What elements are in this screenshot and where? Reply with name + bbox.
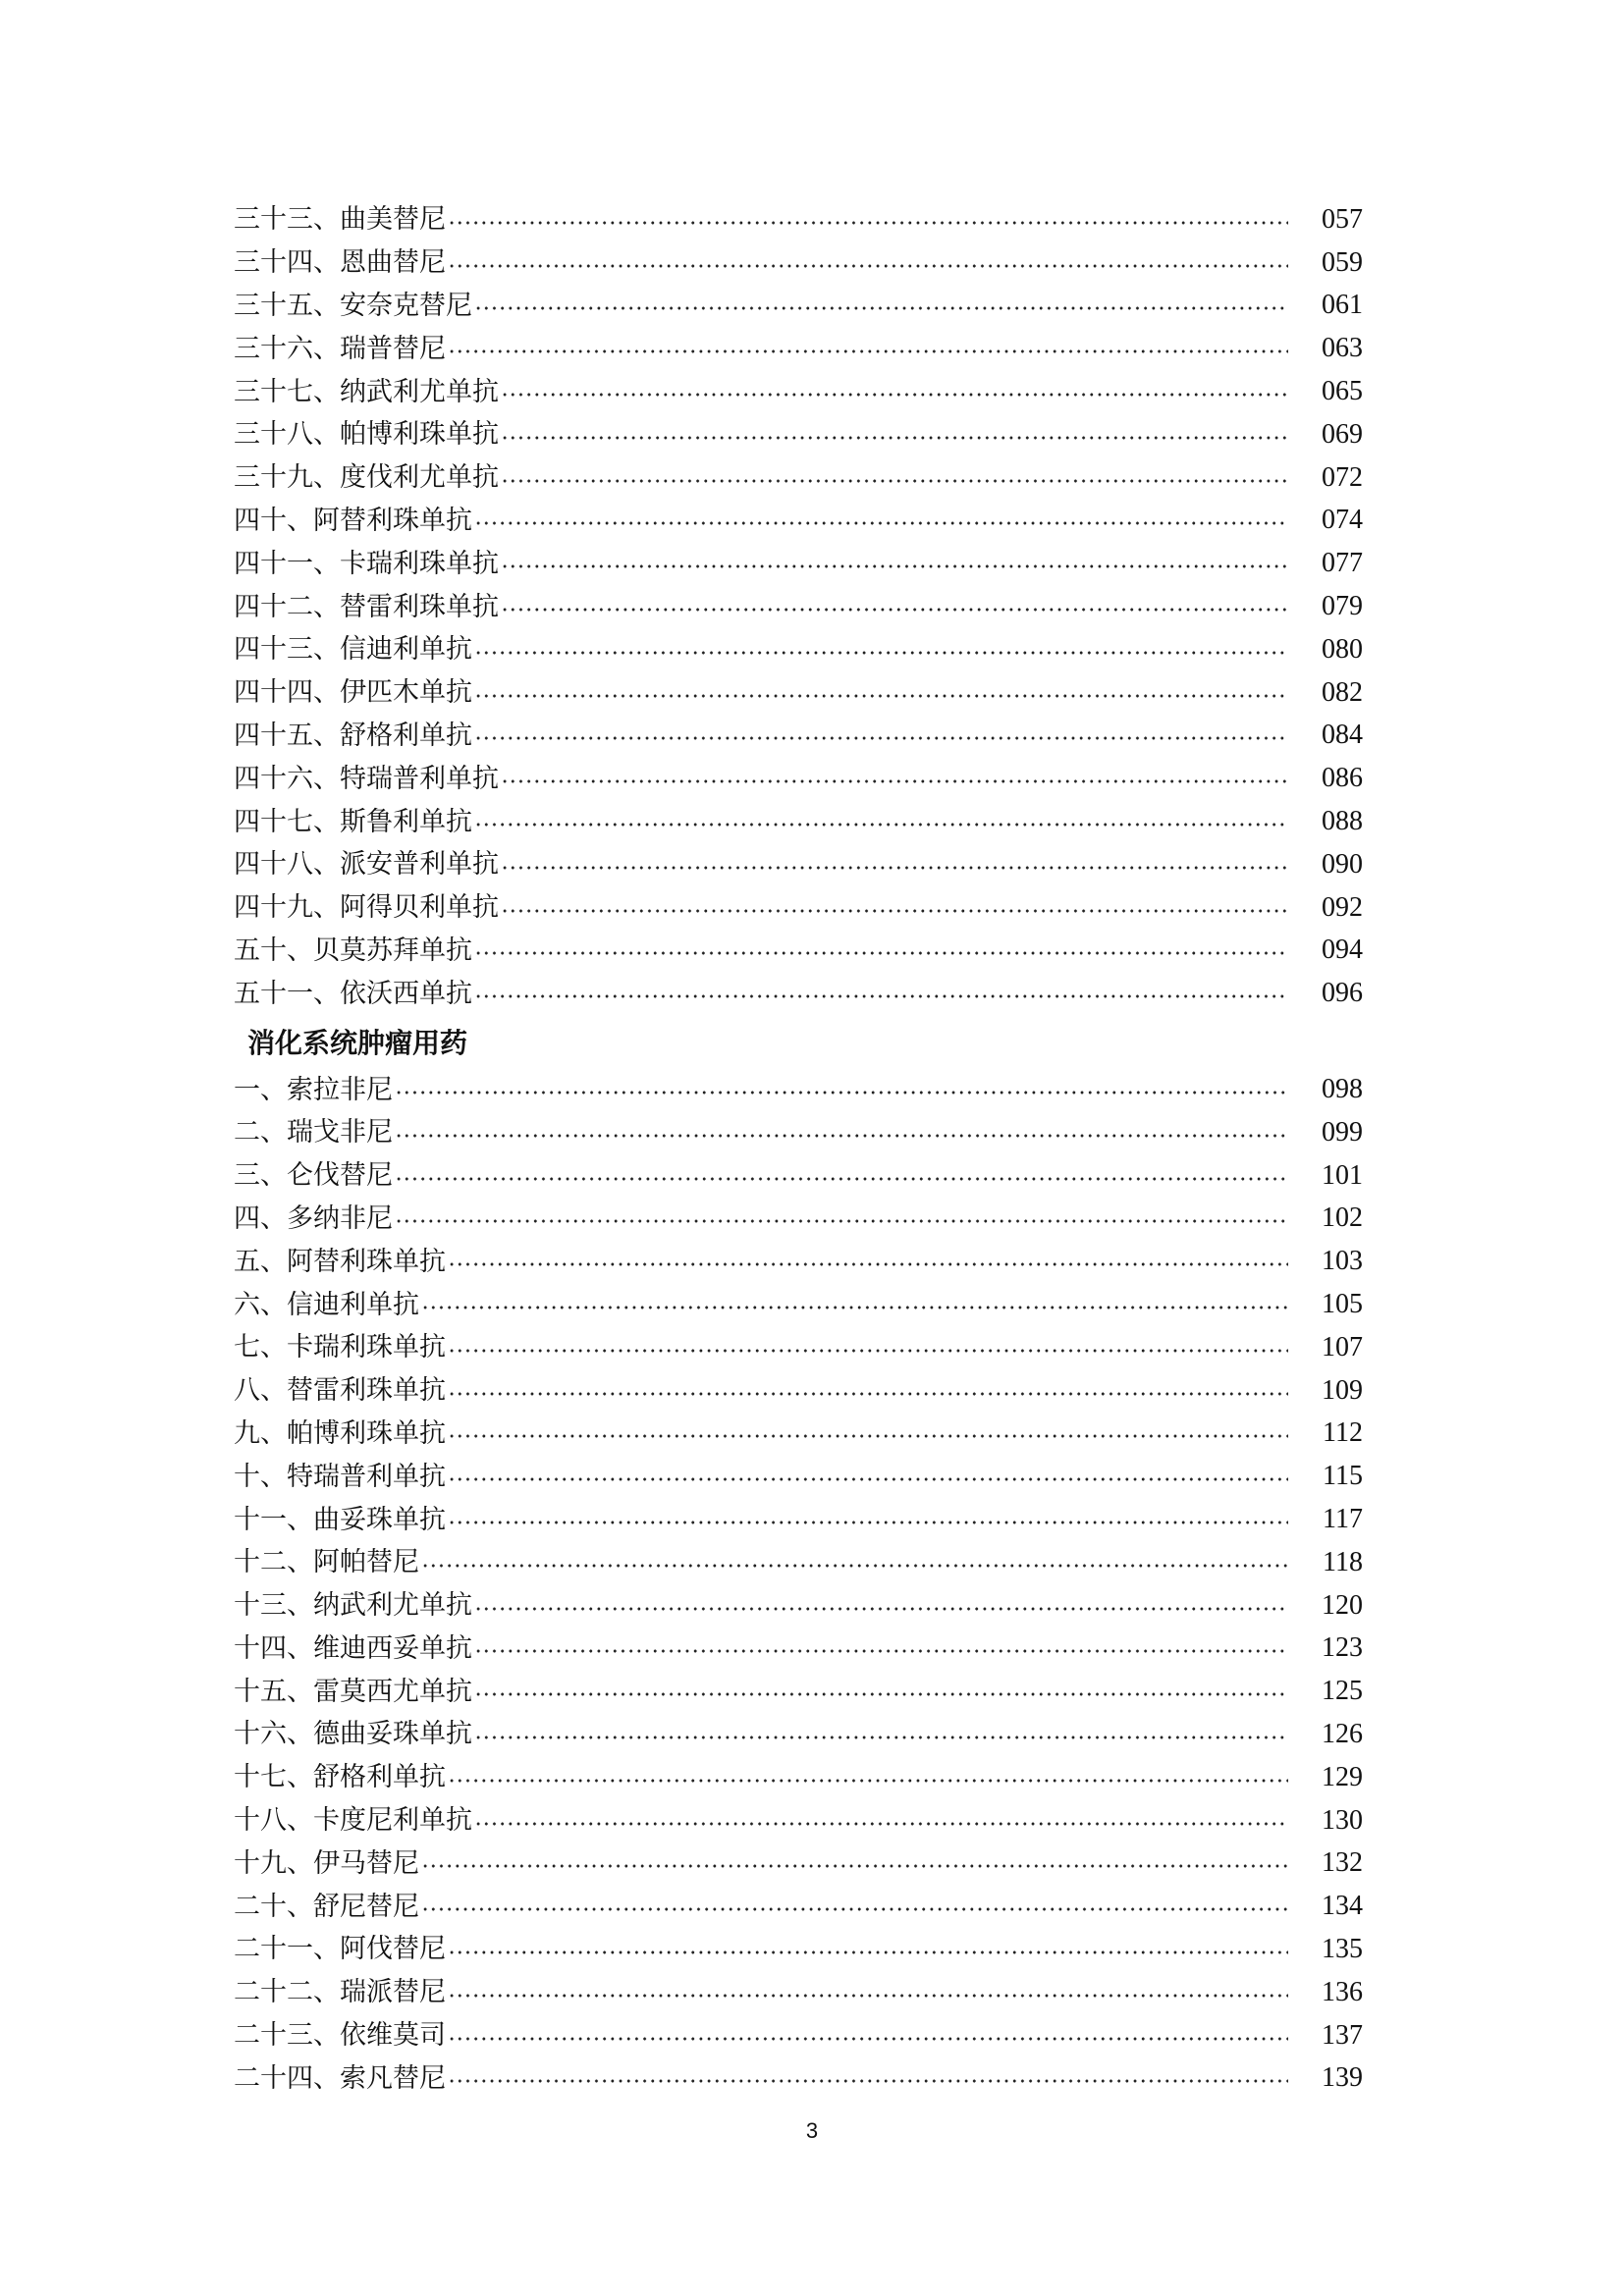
toc-entry-title: 二十二、瑞派替尼 — [234, 1977, 446, 2008]
toc-entry[interactable] — [234, 715, 1363, 758]
toc-entry[interactable] — [234, 1498, 1363, 1541]
toc-entry-title: 五十、贝莫苏拜单抗 — [234, 934, 472, 966]
toc-entry-title: 六、信迪利单抗 — [234, 1289, 419, 1320]
dot-leader — [448, 264, 1288, 268]
dot-leader — [421, 1864, 1288, 1868]
toc-entry-title: 二十一、阿伐替尼 — [234, 1934, 446, 1965]
toc-entry-title: 一、索拉非尼 — [234, 1074, 393, 1105]
toc-entry-title: 三十四、恩曲替尼 — [234, 247, 446, 279]
dot-leader — [395, 1177, 1288, 1181]
toc-entry-page: 125 — [1322, 1676, 1363, 1707]
toc-entry-title: 四十、阿替利珠单抗 — [234, 505, 472, 536]
toc-entry-page: 139 — [1322, 2062, 1363, 2094]
toc-entry-title: 二十、舒尼替尼 — [234, 1891, 419, 1922]
toc-entry-title: 四十二、替雷利珠单抗 — [234, 591, 499, 622]
dot-leader — [474, 994, 1288, 998]
dot-leader — [395, 1134, 1288, 1138]
toc-entry-title: 二、瑞戈非尼 — [234, 1117, 393, 1148]
toc-entry[interactable] — [234, 500, 1363, 543]
toc-entry-title: 十八、卡度尼利单抗 — [234, 1805, 472, 1837]
toc-list-part2 — [234, 1068, 1363, 2100]
toc-entry-title: 十六、德曲妥珠单抗 — [234, 1719, 472, 1750]
toc-entry-page: 136 — [1322, 1976, 1363, 2007]
dot-leader — [448, 1262, 1288, 1266]
toc-entry[interactable] — [234, 198, 1363, 241]
dot-leader — [448, 2079, 1288, 2083]
toc-entry-page: 061 — [1322, 290, 1363, 321]
dot-leader — [474, 694, 1288, 698]
toc-entry-page: 082 — [1322, 676, 1363, 708]
dot-leader — [421, 1564, 1288, 1568]
toc-entry-title: 三十八、帕博利珠单抗 — [234, 419, 499, 451]
toc-entry-page: 130 — [1322, 1804, 1363, 1836]
section-heading: 消化系统肿瘤用药 — [247, 1027, 468, 1060]
toc-entry-title: 二十四、索凡替尼 — [234, 2062, 446, 2094]
dot-leader — [448, 349, 1288, 353]
dot-leader — [501, 564, 1288, 568]
toc-entry-title: 十五、雷莫西尤单抗 — [234, 1676, 472, 1707]
toc-entry[interactable] — [234, 628, 1363, 671]
toc-entry-title: 八、替雷利珠单抗 — [234, 1375, 446, 1407]
dot-leader — [395, 1091, 1288, 1095]
dot-leader — [474, 1692, 1288, 1696]
toc-entry[interactable] — [234, 2056, 1363, 2100]
dot-leader — [448, 2037, 1288, 2041]
toc-entry-title: 四十四、伊匹木单抗 — [234, 677, 472, 709]
toc-entry[interactable] — [234, 1584, 1363, 1628]
toc-entry-page: 080 — [1322, 633, 1363, 665]
toc-entry-page: 077 — [1322, 548, 1363, 579]
toc-entry[interactable] — [234, 1799, 1363, 1842]
dot-leader — [474, 1822, 1288, 1826]
toc-entry-title: 四十一、卡瑞利珠单抗 — [234, 548, 499, 579]
dot-leader — [501, 608, 1288, 612]
toc-entry-page: 065 — [1322, 376, 1363, 407]
toc-entry-title: 三十九、度伐利尤单抗 — [234, 462, 499, 494]
toc-entry-title: 十、特瑞普利单抗 — [234, 1461, 446, 1492]
toc-entry-page: 069 — [1322, 418, 1363, 450]
toc-entry-title: 五、阿替利珠单抗 — [234, 1246, 446, 1277]
toc-entry-title: 九、帕博利珠单抗 — [234, 1417, 446, 1449]
toc-entry-title: 三十七、纳武利尤单抗 — [234, 376, 499, 407]
toc-entry[interactable] — [234, 930, 1363, 973]
toc-entry[interactable] — [234, 1369, 1363, 1413]
toc-entry-title: 十七、舒格利单抗 — [234, 1762, 446, 1793]
dot-leader — [448, 1521, 1288, 1524]
toc-entry-title: 十二、阿帕替尼 — [234, 1547, 419, 1578]
dot-leader — [448, 1434, 1288, 1438]
toc-entry-page: 115 — [1323, 1461, 1363, 1492]
toc-entry-page: 126 — [1322, 1718, 1363, 1749]
toc-entry-title: 四、多纳非尼 — [234, 1202, 393, 1234]
toc-entry-page: 101 — [1322, 1159, 1363, 1191]
toc-entry-page: 107 — [1322, 1331, 1363, 1362]
toc-entry[interactable] — [234, 1068, 1363, 1111]
toc-entry-title: 五十一、依沃西单抗 — [234, 978, 472, 1009]
dot-leader — [501, 436, 1288, 440]
toc-entry-title: 四十八、派安普利单抗 — [234, 849, 499, 881]
toc-entry-page: 096 — [1322, 978, 1363, 1009]
dot-leader — [474, 1607, 1288, 1611]
toc-entry-title: 四十三、信迪利单抗 — [234, 634, 472, 666]
toc-entry-title: 十九、伊马替尼 — [234, 1847, 419, 1879]
toc-entry[interactable] — [234, 413, 1363, 456]
toc-entry[interactable] — [234, 1971, 1363, 2014]
dot-leader — [474, 651, 1288, 655]
toc-entry-page: 099 — [1322, 1116, 1363, 1148]
dot-leader — [474, 951, 1288, 955]
toc-entry-page: 103 — [1322, 1246, 1363, 1277]
toc-entry-page: 092 — [1322, 891, 1363, 923]
page-number: 3 — [805, 2118, 819, 2143]
toc-entry-title: 十三、纳武利尤单抗 — [234, 1590, 472, 1622]
toc-entry[interactable] — [234, 2014, 1363, 2057]
toc-entry[interactable] — [234, 542, 1363, 585]
toc-entry-page: 063 — [1322, 333, 1363, 364]
toc-entry[interactable] — [234, 456, 1363, 500]
toc-entry-title: 十一、曲妥珠单抗 — [234, 1504, 446, 1535]
dot-leader — [501, 866, 1288, 870]
toc-entry-page: 084 — [1322, 720, 1363, 751]
toc-entry[interactable] — [234, 1713, 1363, 1756]
toc-entry[interactable] — [234, 1326, 1363, 1369]
toc-entry[interactable] — [234, 1928, 1363, 1971]
toc-entry-page: 118 — [1323, 1546, 1363, 1577]
toc-entry-page: 109 — [1322, 1374, 1363, 1406]
toc-entry[interactable] — [234, 800, 1363, 843]
toc-entry-title: 三十五、安奈克替尼 — [234, 290, 472, 321]
toc-entry[interactable] — [234, 585, 1363, 628]
dot-leader — [448, 1994, 1288, 1998]
toc-entry-page: 088 — [1322, 806, 1363, 837]
toc-entry[interactable] — [234, 285, 1363, 328]
toc-entry-page: 059 — [1322, 246, 1363, 278]
toc-entry[interactable] — [234, 1541, 1363, 1584]
toc-entry-page: 079 — [1322, 591, 1363, 622]
toc-entry-page: 090 — [1322, 848, 1363, 880]
dot-leader — [474, 306, 1288, 310]
toc-entry[interactable] — [234, 1455, 1363, 1498]
toc-entry-page: 098 — [1322, 1074, 1363, 1105]
dot-leader — [501, 393, 1288, 397]
toc-entry[interactable] — [234, 1240, 1363, 1283]
toc-entry-title: 四十七、斯鲁利单抗 — [234, 806, 472, 837]
toc-entry-page: 117 — [1323, 1504, 1363, 1534]
dot-leader — [448, 1477, 1288, 1481]
toc-entry-title: 三十三、曲美替尼 — [234, 204, 446, 236]
toc-entry[interactable] — [234, 1413, 1363, 1456]
toc-entry[interactable] — [234, 972, 1363, 1015]
dot-leader — [448, 1779, 1288, 1783]
toc-entry[interactable] — [234, 370, 1363, 413]
toc-entry[interactable] — [234, 1111, 1363, 1154]
toc-entry-title: 七、卡瑞利珠单抗 — [234, 1332, 446, 1363]
table-of-contents — [234, 198, 1363, 2100]
dot-leader — [474, 1735, 1288, 1739]
dot-leader — [421, 1907, 1288, 1911]
toc-entry-page: 120 — [1322, 1589, 1363, 1621]
toc-entry-page: 129 — [1322, 1761, 1363, 1792]
dot-leader — [474, 521, 1288, 525]
toc-entry-title: 四十九、阿得贝利单抗 — [234, 892, 499, 924]
toc-entry[interactable] — [234, 1842, 1363, 1885]
toc-entry[interactable] — [234, 1283, 1363, 1326]
dot-leader — [501, 779, 1288, 783]
toc-entry-page: 057 — [1322, 203, 1363, 235]
toc-entry-page: 094 — [1322, 934, 1363, 966]
dot-leader — [395, 1219, 1288, 1223]
toc-entry-page: 134 — [1322, 1891, 1363, 1922]
toc-entry[interactable] — [234, 327, 1363, 370]
dot-leader — [448, 1392, 1288, 1396]
toc-entry-title: 四十六、特瑞普利单抗 — [234, 763, 499, 794]
toc-entry-page: 105 — [1322, 1289, 1363, 1320]
toc-entry-page: 123 — [1322, 1632, 1363, 1664]
toc-entry-page: 135 — [1322, 1933, 1363, 1964]
dot-leader — [448, 1349, 1288, 1353]
toc-entry[interactable] — [234, 1154, 1363, 1198]
toc-entry[interactable] — [234, 757, 1363, 800]
toc-entry[interactable] — [234, 886, 1363, 930]
toc-entry-title: 三、仑伐替尼 — [234, 1160, 393, 1192]
toc-entry-page: 074 — [1322, 505, 1363, 536]
toc-entry[interactable] — [234, 1198, 1363, 1241]
toc-entry-page: 112 — [1323, 1417, 1363, 1449]
dot-leader — [448, 221, 1288, 225]
toc-entry-page: 072 — [1322, 461, 1363, 493]
toc-entry-title: 十四、维迪西妥单抗 — [234, 1632, 472, 1664]
toc-entry[interactable] — [234, 1628, 1363, 1671]
dot-leader — [501, 479, 1288, 483]
dot-leader — [448, 1950, 1288, 1954]
toc-entry-title: 三十六、瑞普替尼 — [234, 333, 446, 364]
toc-entry-page: 132 — [1322, 1847, 1363, 1879]
toc-list-part1 — [234, 198, 1363, 1015]
toc-entry[interactable] — [234, 1670, 1363, 1713]
toc-entry[interactable] — [234, 843, 1363, 886]
toc-entry[interactable] — [234, 1756, 1363, 1799]
toc-entry-title: 四十五、舒格利单抗 — [234, 720, 472, 751]
toc-entry-page: 137 — [1322, 2019, 1363, 2051]
toc-entry[interactable] — [234, 241, 1363, 285]
dot-leader — [474, 1649, 1288, 1653]
dot-leader — [474, 823, 1288, 827]
toc-entry[interactable] — [234, 1885, 1363, 1928]
toc-entry-title: 二十三、依维莫司 — [234, 2020, 446, 2052]
toc-entry[interactable] — [234, 671, 1363, 715]
dot-leader — [421, 1306, 1288, 1309]
dot-leader — [501, 909, 1288, 913]
toc-entry-page: 102 — [1322, 1202, 1363, 1234]
toc-entry-page: 086 — [1322, 763, 1363, 794]
dot-leader — [474, 736, 1288, 740]
